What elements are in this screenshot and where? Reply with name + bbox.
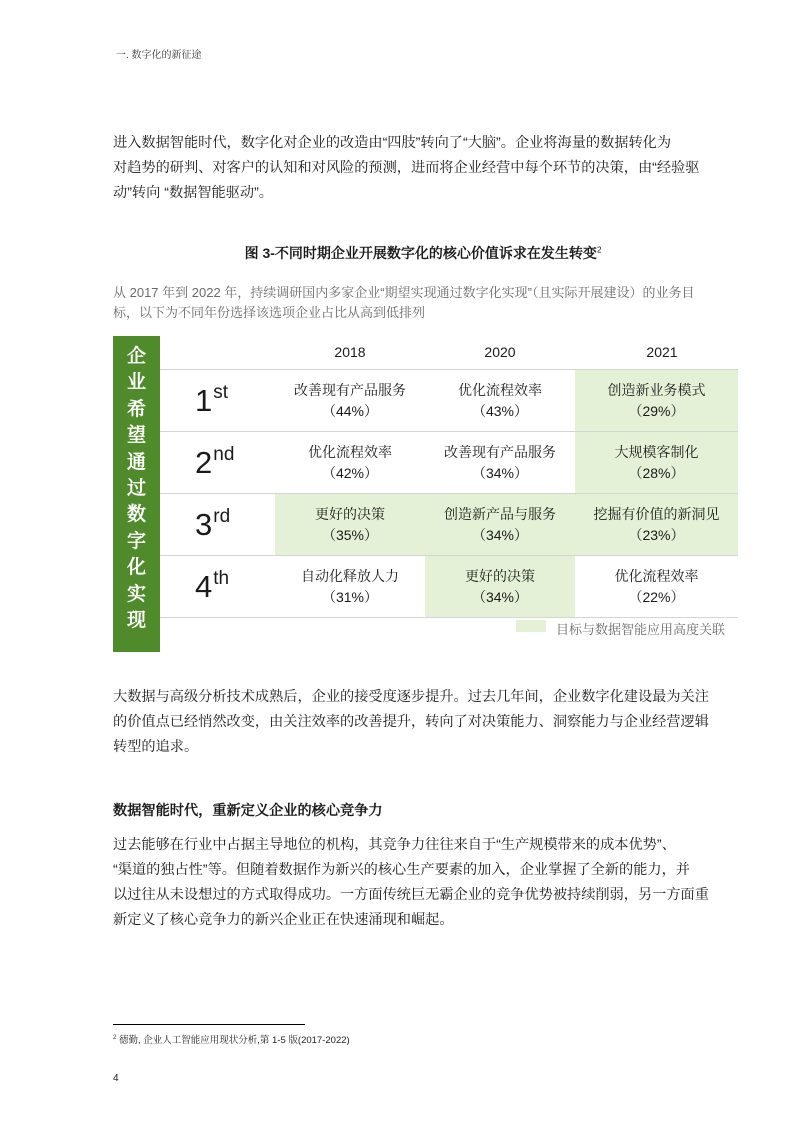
- side-label-char: 过: [126, 478, 146, 500]
- year-header: 2020: [484, 344, 516, 360]
- rank-suffix: st: [213, 382, 229, 403]
- figure-desc-line: 标，以下为不同年份选择该选项企业占比从高到低排列: [113, 305, 426, 320]
- table-cell-highlighted: [575, 432, 738, 493]
- rank-number: 4: [195, 569, 213, 604]
- footnote-mark: 2: [113, 1034, 117, 1041]
- section-line: 以过往从未设想过的方式取得成功。一方面传统巨无霸企业的竞争优势被持续削弱，另一方面重: [113, 887, 709, 903]
- section-heading: 数据智能时代，重新定义企业的核心竞争力: [113, 803, 383, 819]
- cell-goal: 创造新业务模式: [607, 381, 706, 398]
- rank-label: [195, 435, 270, 483]
- body-line: 转型的追求。: [113, 739, 199, 755]
- section-line: 过去能够在行业中占据主导地位的机构，其竞争力往往来自于“生产规模带来的成本优势”、: [113, 837, 676, 853]
- rank-number: 1: [195, 383, 213, 418]
- table-cell: [275, 432, 425, 493]
- side-label-char: 通: [126, 451, 146, 473]
- cell-percent: （31%）: [321, 588, 379, 605]
- table-cell-highlighted: [425, 494, 575, 555]
- cell-goal: 更好的决策: [315, 505, 385, 522]
- rank-suffix: th: [213, 568, 230, 589]
- cell-goal: 更好的决策: [465, 567, 535, 584]
- table-cell: [575, 556, 738, 617]
- cell-percent: （34%）: [471, 588, 529, 605]
- cell-percent: （34%）: [471, 526, 529, 543]
- running-header: 一. 数字化的新征途: [116, 50, 202, 61]
- side-label-char: 化: [126, 557, 146, 579]
- cell-percent: （23%）: [628, 526, 685, 543]
- figure-title-text: 图 3-不同时期企业开展数字化的核心价值诉求在发生转变: [244, 245, 597, 261]
- body-line: 的价值点已经悄然改变，由关注效率的改善提升，转向了对决策能力、洞察能力与企业经营逻辑: [113, 714, 709, 730]
- cell-goal: 改善现有产品服务: [294, 381, 406, 398]
- rank-number: 2: [195, 445, 213, 480]
- year-header: 2018: [334, 344, 366, 360]
- intro-paragraph: [113, 131, 733, 206]
- body-line: 大数据与高级分析技术成熟后，企业的接受度逐步提升。过去几年间，企业数字化建设最为关注: [113, 689, 709, 705]
- footnote-ref: 2: [596, 245, 602, 255]
- footnote-rule: [113, 1024, 305, 1025]
- cell-goal: 创造新产品与服务: [444, 505, 556, 522]
- table-cell: [275, 370, 425, 431]
- cell-goal: 自动化释放人力: [301, 567, 399, 584]
- table-cell-highlighted: [275, 494, 425, 555]
- rank-label: [195, 497, 270, 545]
- footnote: [113, 1032, 350, 1046]
- cell-goal: 优化流程效率: [308, 443, 392, 460]
- cell-goal: 挖掘有价值的新洞见: [593, 505, 720, 522]
- cell-percent: （35%）: [321, 526, 379, 543]
- rank-label: [195, 559, 270, 607]
- footnote-text: 德勤, 企业人工智能应用现状分析,第 1-5 版(2017-2022): [116, 1035, 350, 1046]
- section-line: 新定义了核心竞争力的新兴企业正在快速涌现和崛起。: [113, 912, 454, 928]
- table-cell: [425, 370, 575, 431]
- year-header: 2021: [646, 344, 678, 360]
- row-divider: [160, 617, 738, 618]
- intro-line: 动”转向 “数据智能驱动”。: [113, 185, 273, 201]
- table-cell-highlighted: [425, 556, 575, 617]
- figure-title: [113, 243, 733, 263]
- side-label-char: 实: [126, 583, 146, 605]
- side-label-bar: [113, 336, 160, 652]
- cell-goal: 优化流程效率: [458, 381, 542, 398]
- page-number: 4: [113, 1073, 119, 1084]
- cell-goal: 大规模客制化: [614, 443, 699, 460]
- intro-line: 进入数据智能时代，数字化对企业的改造由“四肢”转向了“大脑”。企业将海量的数据转化为: [113, 135, 672, 151]
- side-label-char: 希: [126, 398, 146, 420]
- rank-suffix: nd: [213, 444, 235, 465]
- section-paragraph: [113, 833, 733, 933]
- figure-description: [113, 283, 738, 323]
- table-cell: [275, 556, 425, 617]
- figure-desc-line: 从 2017 年到 2022 年，持续调研国内多家企业“期望实现通过数字化实现”（且实际开展建设）的业务目: [113, 285, 695, 300]
- body-paragraph: [113, 685, 733, 760]
- side-label-char: 现: [126, 610, 146, 632]
- cell-goal: 优化流程效率: [614, 567, 699, 584]
- rank-number: 3: [195, 507, 213, 542]
- side-label-char: 望: [126, 425, 146, 447]
- side-label-char: 企: [126, 346, 146, 367]
- side-label-char: 字: [126, 530, 146, 552]
- cell-percent: （42%）: [321, 464, 379, 481]
- legend-swatch: [516, 620, 546, 632]
- cell-percent: （22%）: [628, 588, 685, 605]
- rank-label: [195, 373, 270, 421]
- cell-percent: （43%）: [471, 402, 529, 419]
- rank-suffix: rd: [213, 506, 231, 527]
- section-line: “渠道的独占性”等。但随着数据作为新兴的核心生产要素的加入，企业掌握了全新的能力，并: [113, 862, 690, 878]
- cell-percent: （29%）: [628, 402, 685, 419]
- side-label-char: 数: [126, 504, 146, 526]
- table-cell-highlighted: [575, 370, 738, 431]
- cell-goal: 改善现有产品服务: [444, 443, 556, 460]
- cell-percent: （28%）: [628, 464, 685, 481]
- side-label-char: 业: [126, 372, 146, 394]
- intro-line: 对趋势的研判、对客户的认知和对风险的预测，进而将企业经营中每个环节的决策，由“经验驱: [113, 160, 700, 176]
- table-cell-highlighted: [575, 494, 738, 555]
- cell-percent: （34%）: [471, 464, 529, 481]
- legend-label: 目标与数据智能应用高度关联: [556, 622, 726, 637]
- table-cell: [425, 432, 575, 493]
- cell-percent: （44%）: [321, 402, 379, 419]
